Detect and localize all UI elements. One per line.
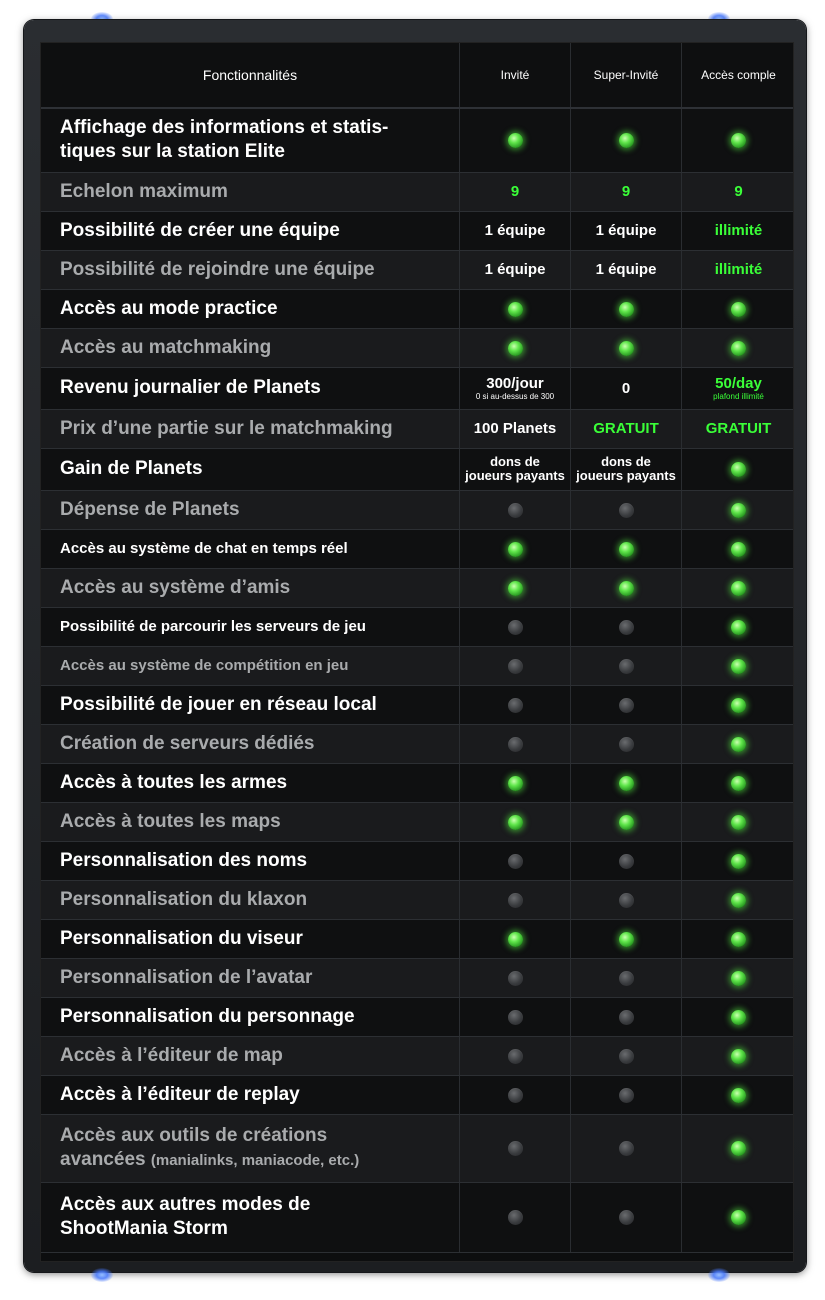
guest-status-cell bbox=[460, 880, 571, 919]
full-status-cell bbox=[682, 763, 795, 802]
feature-label-line1: Accès à l’éditeur de replay bbox=[60, 1083, 300, 1105]
guest-status-cell bbox=[460, 724, 571, 763]
guest-status-cell bbox=[460, 763, 571, 802]
green-led-icon bbox=[731, 542, 746, 557]
guest-value: 1 équipe bbox=[484, 261, 546, 278]
table-row bbox=[41, 1075, 794, 1114]
green-led-icon bbox=[731, 503, 746, 518]
table-row bbox=[41, 1182, 794, 1252]
full-value-cell bbox=[682, 367, 795, 409]
guest-value-cell bbox=[460, 211, 571, 250]
grey-led-icon bbox=[508, 1088, 523, 1103]
full-status-cell bbox=[682, 490, 795, 529]
green-led-icon bbox=[731, 302, 746, 317]
table-row bbox=[41, 802, 794, 841]
green-led-icon bbox=[508, 581, 523, 596]
guest-status-cell bbox=[460, 108, 571, 172]
grey-led-icon bbox=[508, 659, 523, 674]
header-full-access: Accès comple bbox=[682, 43, 795, 108]
green-led-icon bbox=[619, 133, 634, 148]
super-value-cell bbox=[571, 211, 682, 250]
full-status-cell bbox=[682, 997, 795, 1036]
feature-comparison-table bbox=[41, 43, 794, 1253]
guest-status-cell bbox=[460, 568, 571, 607]
feature-label-line1: Possibilité de parcourir les serveurs de jeu bbox=[60, 617, 366, 635]
guest-value-note: 0 si au-dessus de 300 bbox=[475, 392, 555, 401]
guest-value: 100 Planets bbox=[473, 420, 557, 437]
green-led-icon bbox=[508, 133, 523, 148]
full-status-cell bbox=[682, 568, 795, 607]
full-value-cell bbox=[682, 211, 795, 250]
feature-label-line1: Accès aux autres modes de bbox=[60, 1194, 311, 1215]
super-status-cell bbox=[571, 1182, 682, 1252]
feature-label-line1: Personnalisation du viseur bbox=[60, 927, 303, 949]
full-status-cell bbox=[682, 529, 795, 568]
super-status-cell bbox=[571, 646, 682, 685]
full-status-cell bbox=[682, 289, 795, 328]
green-led-icon bbox=[619, 776, 634, 791]
full-status-cell bbox=[682, 1075, 795, 1114]
header-guest: Invité bbox=[460, 43, 571, 108]
feature-label bbox=[41, 919, 460, 958]
feature-label bbox=[41, 568, 460, 607]
guest-status-cell bbox=[460, 1182, 571, 1252]
feature-label bbox=[41, 1182, 460, 1252]
table-row bbox=[41, 568, 794, 607]
green-led-icon bbox=[731, 1010, 746, 1025]
grey-led-icon bbox=[508, 893, 523, 908]
green-led-icon bbox=[731, 971, 746, 986]
feature-label bbox=[41, 802, 460, 841]
guest-status-cell bbox=[460, 802, 571, 841]
grey-led-icon bbox=[508, 971, 523, 986]
guest-status-cell bbox=[460, 607, 571, 646]
green-led-icon bbox=[731, 659, 746, 674]
grey-led-icon bbox=[619, 1088, 634, 1103]
guest-value: 300/jour bbox=[486, 375, 544, 392]
green-led-icon bbox=[508, 932, 523, 947]
table-row bbox=[41, 763, 794, 802]
grey-led-icon bbox=[619, 659, 634, 674]
guest-status-cell bbox=[460, 1114, 571, 1182]
feature-label bbox=[41, 841, 460, 880]
feature-label-note: (manialinks, maniacode, etc.) bbox=[150, 1151, 360, 1169]
feature-label-line1: Dépense de Planets bbox=[60, 498, 240, 520]
table-row bbox=[41, 685, 794, 724]
super-status-cell bbox=[571, 997, 682, 1036]
green-led-icon bbox=[731, 698, 746, 713]
green-led-icon bbox=[731, 133, 746, 148]
table-row bbox=[41, 646, 794, 685]
green-led-icon bbox=[619, 302, 634, 317]
full-status-cell bbox=[682, 919, 795, 958]
guest-status-cell bbox=[460, 328, 571, 367]
feature-label-line2: avancées bbox=[60, 1148, 146, 1170]
table-row bbox=[41, 211, 794, 250]
full-status-cell bbox=[682, 958, 795, 997]
header-features: Fonctionnalités bbox=[41, 43, 460, 108]
green-led-icon bbox=[731, 1088, 746, 1103]
comparison-table-container bbox=[40, 42, 794, 1262]
grey-led-icon bbox=[619, 1141, 634, 1156]
green-led-icon bbox=[731, 737, 746, 752]
super-status-cell bbox=[571, 724, 682, 763]
feature-label-line1: Affichage des informations et statis- bbox=[60, 117, 389, 139]
super-value-cell bbox=[571, 448, 682, 490]
feature-label-line1: Revenu journalier de Planets bbox=[60, 377, 321, 398]
super-status-cell bbox=[571, 802, 682, 841]
guest-status-cell bbox=[460, 1075, 571, 1114]
guest-status-cell bbox=[460, 997, 571, 1036]
table-row bbox=[41, 289, 794, 328]
guest-value-cell bbox=[460, 250, 571, 289]
feature-label-line1: Echelon maximum bbox=[60, 180, 228, 202]
full-status-cell bbox=[682, 1036, 795, 1075]
grey-led-icon bbox=[619, 503, 634, 518]
feature-label-line1: Prix d’une partie sur le matchmaking bbox=[60, 417, 393, 439]
full-status-cell bbox=[682, 880, 795, 919]
super-value: 1 équipe bbox=[595, 222, 657, 239]
feature-label bbox=[41, 289, 460, 328]
super-value: 9 bbox=[621, 183, 631, 200]
table-row bbox=[41, 607, 794, 646]
feature-label-line1: Possibilité de rejoindre une équipe bbox=[60, 258, 375, 280]
guest-status-cell bbox=[460, 919, 571, 958]
corner-glow-bottom-left bbox=[91, 1268, 113, 1282]
full-value: 9 bbox=[734, 183, 743, 200]
table-row bbox=[41, 108, 794, 172]
green-led-icon bbox=[731, 893, 746, 908]
feature-label bbox=[41, 958, 460, 997]
guest-value-line2: joueurs payants bbox=[465, 468, 565, 483]
grey-led-icon bbox=[619, 854, 634, 869]
grey-led-icon bbox=[508, 1141, 523, 1156]
green-led-icon bbox=[619, 542, 634, 557]
table-row bbox=[41, 529, 794, 568]
full-value: illimité bbox=[714, 261, 763, 278]
feature-label bbox=[41, 328, 460, 367]
super-status-cell bbox=[571, 880, 682, 919]
feature-label-line1: Accès à toutes les armes bbox=[60, 771, 288, 793]
table-row bbox=[41, 328, 794, 367]
grey-led-icon bbox=[508, 854, 523, 869]
full-value-note: plafond illimité bbox=[713, 392, 764, 401]
full-status-cell bbox=[682, 841, 795, 880]
green-led-icon bbox=[731, 1141, 746, 1156]
super-status-cell bbox=[571, 841, 682, 880]
green-led-icon bbox=[731, 341, 746, 356]
guest-status-cell bbox=[460, 1036, 571, 1075]
grey-led-icon bbox=[508, 698, 523, 713]
green-led-icon bbox=[619, 932, 634, 947]
feature-label-line1: Accès aux outils de créations bbox=[60, 1124, 328, 1146]
feature-label bbox=[41, 1075, 460, 1114]
feature-label bbox=[41, 250, 460, 289]
super-value-cell bbox=[571, 367, 682, 409]
super-status-cell bbox=[571, 607, 682, 646]
grey-led-icon bbox=[619, 620, 634, 635]
super-value-line2: joueurs payants bbox=[576, 468, 676, 483]
feature-label bbox=[41, 997, 460, 1036]
guest-value: 1 équipe bbox=[484, 222, 546, 239]
feature-label-line1: Accès à toutes les maps bbox=[60, 810, 281, 832]
full-status-cell bbox=[682, 108, 795, 172]
guest-status-cell bbox=[460, 958, 571, 997]
full-value-cell bbox=[682, 172, 795, 211]
green-led-icon bbox=[619, 341, 634, 356]
feature-label-line1: Accès au mode practice bbox=[60, 297, 278, 319]
full-status-cell bbox=[682, 1114, 795, 1182]
full-status-cell bbox=[682, 607, 795, 646]
super-status-cell bbox=[571, 958, 682, 997]
guest-value-cell bbox=[460, 409, 571, 448]
grey-led-icon bbox=[508, 503, 523, 518]
table-row bbox=[41, 490, 794, 529]
green-led-icon bbox=[619, 581, 634, 596]
super-status-cell bbox=[571, 108, 682, 172]
grey-led-icon bbox=[508, 620, 523, 635]
table-row bbox=[41, 724, 794, 763]
super-value-cell bbox=[571, 172, 682, 211]
guest-status-cell bbox=[460, 289, 571, 328]
full-status-cell bbox=[682, 1182, 795, 1252]
feature-label-line1: Personnalisation du klaxon bbox=[60, 888, 308, 910]
super-status-cell bbox=[571, 1114, 682, 1182]
green-led-icon bbox=[731, 581, 746, 596]
full-status-cell bbox=[682, 328, 795, 367]
grey-led-icon bbox=[619, 698, 634, 713]
green-led-icon bbox=[731, 462, 746, 477]
green-led-icon bbox=[508, 815, 523, 830]
super-value: 1 équipe bbox=[595, 261, 657, 278]
table-row bbox=[41, 997, 794, 1036]
grey-led-icon bbox=[508, 1210, 523, 1225]
green-led-icon bbox=[731, 854, 746, 869]
feature-label bbox=[41, 108, 460, 172]
feature-label-line1: Accès au système de chat en temps réel bbox=[60, 539, 348, 557]
grey-led-icon bbox=[619, 1210, 634, 1225]
feature-label bbox=[41, 880, 460, 919]
super-value: dons de bbox=[601, 454, 651, 469]
super-status-cell bbox=[571, 1075, 682, 1114]
full-value: illimité bbox=[714, 222, 763, 239]
super-status-cell bbox=[571, 763, 682, 802]
feature-label-line1: Possibilité de créer une équipe bbox=[60, 219, 340, 241]
super-status-cell bbox=[571, 328, 682, 367]
table-row bbox=[41, 409, 794, 448]
feature-label-line1: Personnalisation des noms bbox=[60, 849, 308, 871]
green-led-icon bbox=[731, 932, 746, 947]
feature-label bbox=[41, 172, 460, 211]
feature-label bbox=[41, 367, 460, 409]
table-row bbox=[41, 250, 794, 289]
feature-label-line1: Accès au matchmaking bbox=[60, 336, 272, 358]
guest-value-cell bbox=[460, 172, 571, 211]
grey-led-icon bbox=[619, 1049, 634, 1064]
super-value-cell bbox=[571, 250, 682, 289]
feature-label bbox=[41, 211, 460, 250]
guest-value: dons de bbox=[490, 454, 540, 469]
guest-value-cell bbox=[460, 367, 571, 409]
guest-status-cell bbox=[460, 646, 571, 685]
green-led-icon bbox=[508, 341, 523, 356]
green-led-icon bbox=[731, 1049, 746, 1064]
feature-label bbox=[41, 490, 460, 529]
feature-label-line1: Accès au système d’amis bbox=[60, 576, 291, 598]
comparison-panel bbox=[24, 20, 806, 1272]
feature-label bbox=[41, 1114, 460, 1182]
table-row bbox=[41, 958, 794, 997]
super-status-cell bbox=[571, 1036, 682, 1075]
table-row bbox=[41, 919, 794, 958]
feature-label-line1: Accès à l’éditeur de map bbox=[60, 1044, 283, 1066]
guest-status-cell bbox=[460, 685, 571, 724]
guest-value-cell bbox=[460, 448, 571, 490]
table-header-row bbox=[41, 43, 794, 108]
corner-glow-bottom-right bbox=[708, 1268, 730, 1282]
feature-label-line2: tiques sur la station Elite bbox=[60, 141, 285, 163]
feature-label bbox=[41, 529, 460, 568]
feature-label bbox=[41, 448, 460, 490]
full-value-cell bbox=[682, 250, 795, 289]
feature-label bbox=[41, 685, 460, 724]
feature-label-line1: Gain de Planets bbox=[60, 458, 203, 479]
green-led-icon bbox=[731, 1210, 746, 1225]
table-row bbox=[41, 172, 794, 211]
feature-label-line1: Personnalisation de l’avatar bbox=[60, 966, 313, 988]
table-row bbox=[41, 1114, 794, 1182]
full-value: GRATUIT bbox=[705, 420, 772, 437]
super-value: 0 bbox=[621, 379, 631, 397]
feature-label bbox=[41, 763, 460, 802]
table-row bbox=[41, 880, 794, 919]
header-super-guest: Super-Invité bbox=[571, 43, 682, 108]
feature-label bbox=[41, 724, 460, 763]
feature-label bbox=[41, 646, 460, 685]
super-status-cell bbox=[571, 289, 682, 328]
super-status-cell bbox=[571, 490, 682, 529]
super-status-cell bbox=[571, 568, 682, 607]
table-row bbox=[41, 448, 794, 490]
grey-led-icon bbox=[619, 737, 634, 752]
green-led-icon bbox=[508, 542, 523, 557]
full-status-cell bbox=[682, 448, 795, 490]
table-row bbox=[41, 367, 794, 409]
guest-value: 9 bbox=[510, 183, 520, 200]
green-led-icon bbox=[619, 815, 634, 830]
full-status-cell bbox=[682, 724, 795, 763]
green-led-icon bbox=[731, 815, 746, 830]
grey-led-icon bbox=[619, 971, 634, 986]
green-led-icon bbox=[508, 776, 523, 791]
grey-led-icon bbox=[508, 737, 523, 752]
green-led-icon bbox=[508, 302, 523, 317]
feature-label-line1: Possibilité de jouer en réseau local bbox=[60, 693, 377, 715]
grey-led-icon bbox=[508, 1010, 523, 1025]
full-status-cell bbox=[682, 802, 795, 841]
green-led-icon bbox=[731, 776, 746, 791]
full-value: 50/day bbox=[715, 375, 762, 392]
super-status-cell bbox=[571, 919, 682, 958]
super-status-cell bbox=[571, 529, 682, 568]
feature-label-line2: ShootMania Storm bbox=[60, 1218, 228, 1239]
feature-label-line1: Accès au système de compétition en jeu bbox=[60, 656, 349, 674]
grey-led-icon bbox=[619, 893, 634, 908]
super-status-cell bbox=[571, 685, 682, 724]
guest-status-cell bbox=[460, 529, 571, 568]
feature-label bbox=[41, 607, 460, 646]
feature-label bbox=[41, 1036, 460, 1075]
feature-label-line1: Création de serveurs dédiés bbox=[60, 732, 315, 754]
table-row bbox=[41, 841, 794, 880]
table-row bbox=[41, 1036, 794, 1075]
super-value: GRATUIT bbox=[593, 420, 659, 437]
full-status-cell bbox=[682, 685, 795, 724]
grey-led-icon bbox=[619, 1010, 634, 1025]
full-value-cell bbox=[682, 409, 795, 448]
grey-led-icon bbox=[508, 1049, 523, 1064]
guest-status-cell bbox=[460, 841, 571, 880]
green-led-icon bbox=[731, 620, 746, 635]
feature-label-line1: Personnalisation du personnage bbox=[60, 1005, 355, 1027]
feature-label bbox=[41, 409, 460, 448]
guest-status-cell bbox=[460, 490, 571, 529]
super-value-cell bbox=[571, 409, 682, 448]
full-status-cell bbox=[682, 646, 795, 685]
